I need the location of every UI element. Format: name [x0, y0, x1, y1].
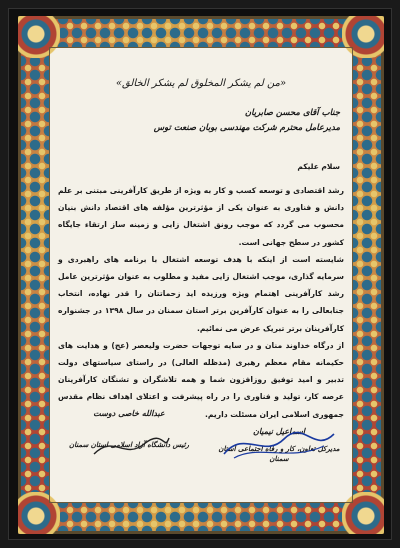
ornamental-border-top	[21, 19, 381, 47]
recipient-block	[58, 106, 340, 136]
certificate-content	[58, 56, 344, 494]
certificate-body	[58, 182, 344, 423]
recipient-name: جناب آقای محسن صابریان	[244, 108, 340, 118]
body-paragraph: از درگاه خداوند منان و در سایه توجهات حضرت ولیعصر (عج) و هدایت های حکیمانه مقام معظم رهبری (مدظله العالی) در راستای سیاستهای دولت تدبیر و امید توفیق روزافزون شما و همه تلاشگران و تشنگان کارآفرینان عرصه کار، تولید و فناوری را در راه پیشرفت و اعتلای اهداف نظام مقدس جمهوری اسلامی ایران مسئلت داریم.	[58, 340, 344, 419]
invocation-text: «من لم یشکر المخلوق لم یشکر الخالق»	[115, 78, 287, 89]
ornamental-border-bottom	[21, 503, 381, 531]
signatory-title: مدیرکل تعاون، کار و رفاه اجتماعی استان سمنان	[218, 444, 340, 463]
signature-block-left	[64, 408, 194, 450]
signatory-name: اسماعیل نیمیان	[252, 426, 305, 436]
certificate	[18, 16, 384, 534]
signatory-title: رئیس دانشگاه آزاد اسلامی استان سمنان	[69, 440, 189, 449]
ornamental-border-right	[353, 19, 381, 531]
body-paragraph: رشد اقتصادی و توسعه کسب و کار به ویژه از طریق کارآفرینی مبتنی بر علم دانش و فناوری به عنوان یکی از مؤثرترین مؤلفه های اقتصاد دانش بنیان محسوب می گردد که موجب رونق اشتغال زایی و زمینه ساز ارتقاء جایگاه کشور در سطح جهانی است.	[58, 186, 344, 247]
signature-block-right	[214, 426, 344, 464]
signatory-name: عبدالله خاصی دوست	[93, 408, 165, 418]
greeting: سلام علیکم	[297, 162, 340, 171]
recipient-title: مدیرعامل محترم شرکت مهندسی بوبان صنعت توس	[153, 123, 340, 133]
ornamental-border-left	[21, 19, 49, 531]
body-paragraph: شایسته است از اینکه با هدف توسعه اشتغال با برنامه های راهبردی و سرمایه گذاری، موجب اشتغال زایی مفید و مطلوب به عنوان مؤثرترین عامل رشد کارآفرینی اهتمام ویژه ورزیده اید زحماتتان را قدر نهاده، انتخاب جنابعالی را به عنوان کارآفرین برتر استان سمنان در سال ۱۳۹۸ در جشنواره کارآفرینان برتر تبریک عرض می نمائیم.	[58, 254, 344, 333]
